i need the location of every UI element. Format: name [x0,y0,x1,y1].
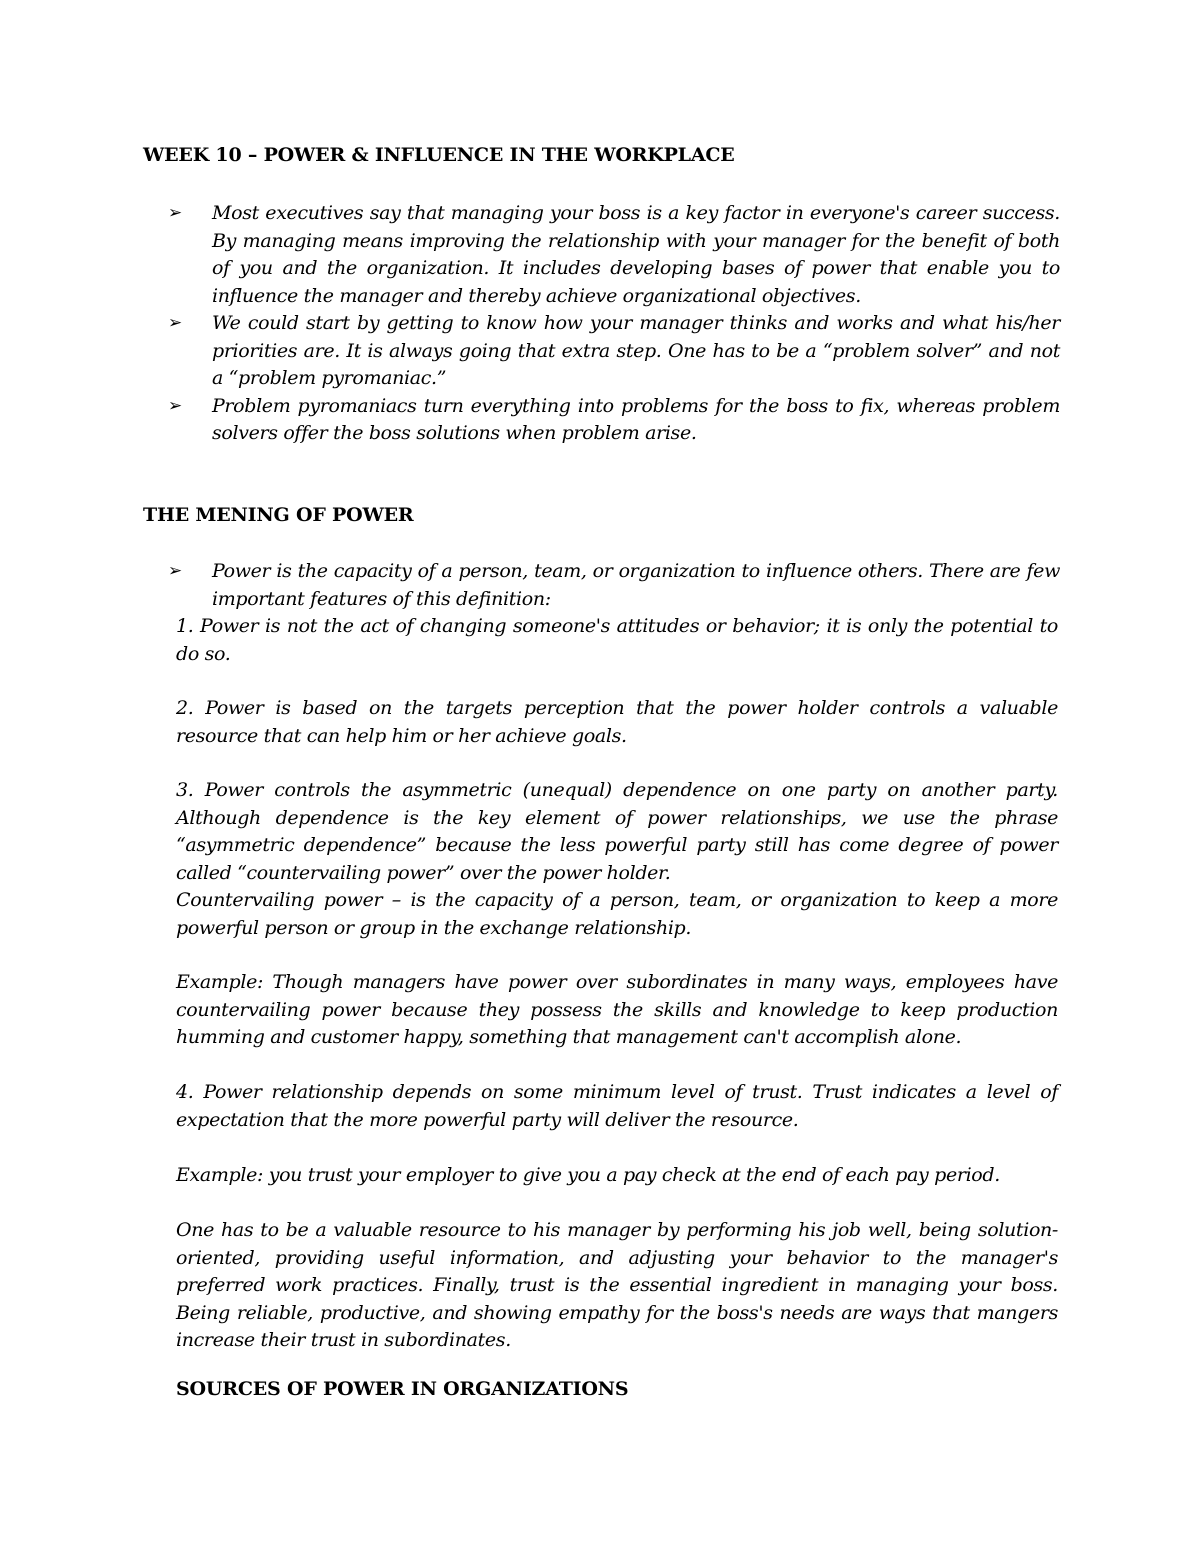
list-item [168,558,1060,613]
countervailing-definition: Countervailing power – is the capacity of a person, team, or organization to keep a more powerful person or group in the exchange relationship. [176,889,1058,939]
page-title: WEEK 10 – POWER & INFLUENCE IN THE WORKPLACE [143,144,735,166]
closing-paragraph: One has to be a valuable resource to his manager by performing his job well, being solution-oriented, providing useful information, and adjusting your behavior to the manager's preferred work practices. Finally, trust is the essential ingredient in managing your boss. Being reliable, productive, and showing empathy for the boss's needs are ways that mangers increase their trust in subordinates. [176,1219,1058,1351]
example-trust: Example: you trust your employer to give you a pay check at the end of each pay period. [176,1164,1000,1186]
bullet-text: Power is the capacity of a person, team, or organization to influence others. There are few important features of this definition: [212,560,1060,610]
feature-point-3: 3. Power controls the asymmetric (unequal) dependence on one party on another party. Although dependence is the key element of power relationships, we use the phrase “asymmetric dependence” because the less powerful party still has come degree of power called “countervailing power” over the power holder. [176,779,1058,884]
list-item [168,393,1060,448]
feature-point-4: 4. Power relationship depends on some minimum level of trust. Trust indicates a level of expectation that the more powerful party will deliver the resource. [176,1081,1058,1131]
list-item [168,310,1060,393]
bullet-text: Most executives say that managing your boss is a key factor in everyone's career success. By managing means improving the relationship with your manager for the benefit of both of you and the organization. It includes developing bases of power that enable you to influence the manager and thereby achieve organizational objectives. [212,202,1060,307]
bullet-text: We could start by getting to know how your manager thinks and works and what his/her priorities are. It is always going that extra step. One has to be a “problem solver” and not a “problem pyromaniac.” [212,312,1060,389]
section-heading-sources-of-power: SOURCES OF POWER IN ORGANIZATIONS [176,1378,629,1400]
arrowhead-bullet-icon: ➢ [168,203,182,223]
list-item [168,200,1060,310]
definition-bullet-list [168,558,1060,613]
arrowhead-bullet-icon: ➢ [168,313,182,333]
bullet-text: Problem pyromaniacs turn everything into problems for the boss to fix, whereas problem solvers offer the boss solutions when problem arise. [212,394,1060,444]
arrowhead-bullet-icon: ➢ [168,395,182,416]
example-countervailing: Example: Though managers have power over subordinates in many ways, employees have countervailing power because they possess the skills and knowledge to keep production humming and customer happy, something that management can't accomplish alone. [176,971,1058,1048]
intro-bullet-list [168,200,1060,448]
section-heading-meaning-of-power: THE MENING OF POWER [143,504,414,526]
arrowhead-bullet-icon: ➢ [168,561,182,581]
feature-point-2: 2. Power is based on the targets perception that the power holder controls a valuable resource that can help him or her achieve goals. [176,697,1058,747]
feature-point-1: 1. Power is not the act of changing someone's attitudes or behavior; it is only the potential to do so. [176,615,1058,665]
